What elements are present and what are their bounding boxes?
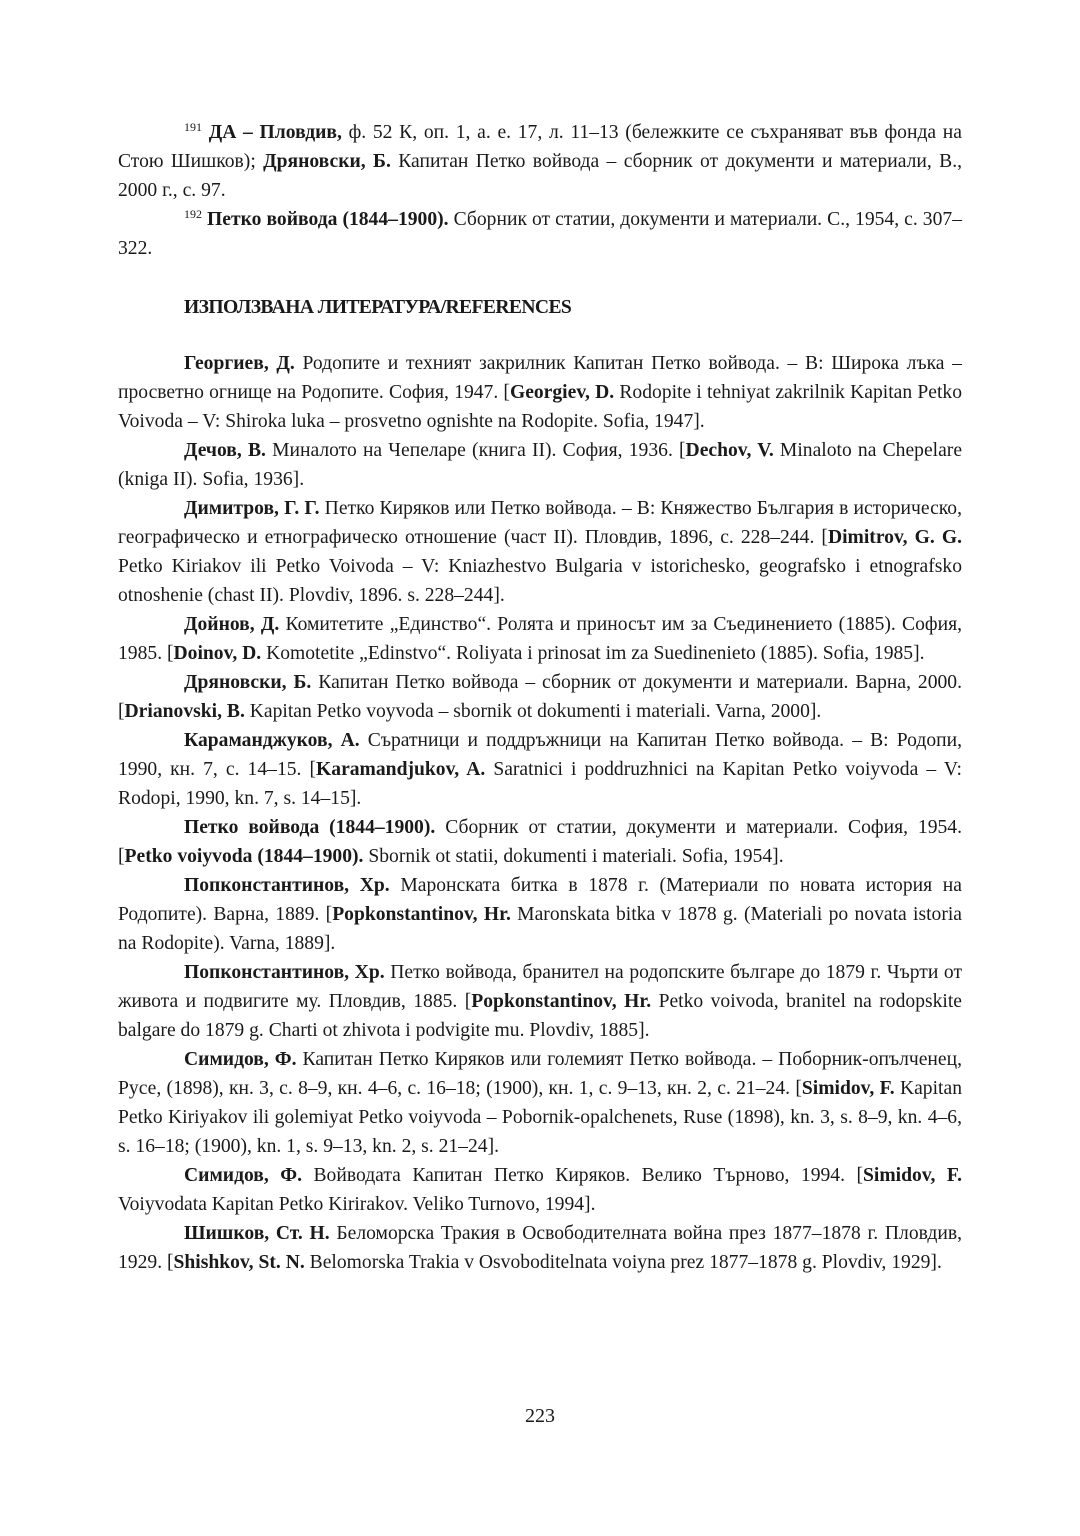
references-list (118, 349, 962, 1277)
footnote-number: 191 (184, 120, 202, 134)
reference-author-latin: Simidov, F. (863, 1165, 962, 1186)
footnote-source: ДА – Пловдив, (208, 122, 342, 143)
reference-text-latin: Minaloto na Chepelare (kniga II). Sofia, 1936]. (118, 440, 963, 490)
reference-author-latin: Georgiev, D. (509, 382, 615, 403)
reference-author: Георгиев, Д. (184, 353, 295, 374)
footnote-192 (118, 205, 962, 263)
reference-author: Дечов, В. (184, 440, 266, 461)
reference-author-latin: Drianovski, B. (124, 701, 245, 722)
reference-text-latin: Petko voivoda, branitel na rodopskite balgare do 1879 g. Charti ot zhivota i podvigite mu. Plovdiv, 1885]. (118, 991, 962, 1041)
reference-text-latin: Petko Kiriakov ili Petko Voivoda – V: Kniazhestvo Bulgaria v istorichesko, geografsko i etnografsko otnoshenie (chast II). Plovdiv, 1896. s. 228–244]. (118, 556, 962, 606)
reference-author-latin: Petko voiyvoda (1844–1900). (124, 846, 364, 867)
reference-entry (118, 436, 962, 494)
reference-text-latin: Belomorska Trakia v Osvoboditelnata voiyna prez 1877–1878 g. Plovdiv, 1929]. (304, 1252, 942, 1273)
page-number: 223 (525, 1405, 555, 1427)
reference-author: Дряновски, Б. (184, 672, 312, 693)
footnote-191 (118, 118, 962, 205)
reference-author: Попконстантинов, Хр. (184, 875, 390, 896)
reference-author-latin: Karamandjukov, A. (316, 759, 486, 780)
references-heading: ИЗПОЛЗВАНА ЛИТЕРАТУРА/REFERENCES (184, 297, 572, 318)
reference-author-latin: Shishkov, St. N. (173, 1252, 305, 1273)
reference-text: Комитетите „Единство“. Ролята и приносът им за Съединението (1885). София, 1985. [ (118, 614, 963, 664)
reference-author-latin: Dimitrov, G. G. (827, 527, 962, 548)
reference-text-latin: Kapitan Petko Kiriyakov ili golemiyat Petko voiyvoda – Pobornik-opalchenets, Ruse (1898), kn. 3, s. 8–9, kn. 4–6, s. 16–18; (1900), kn. 1, s. 9–13, kn. 2, s. 21–24]. (118, 1078, 962, 1157)
footnote-text: Сборник от статии, документи и материали. С., 1954, с. 307–322. (118, 209, 962, 259)
reference-text: Петко Киряков или Петко войвода. – В: Княжество България в историческо, географическо и етнографическо отношение (част II). Пловдив, 1896, с. 228–244. [ (118, 498, 962, 548)
reference-entry (118, 958, 962, 1045)
reference-author: Попконстантинов, Хр. (184, 962, 385, 983)
reference-text: Сборник от статии, документи и материали. София, 1954. [ (118, 817, 962, 867)
reference-text-latin: Kapitan Petko voyvoda – sbornik ot dokumenti i materiali. Varna, 2000]. (244, 701, 822, 722)
reference-entry (118, 349, 962, 436)
reference-author-latin: Popkonstantinov, Hr. (471, 991, 652, 1012)
reference-author: Симидов, Ф. (184, 1049, 297, 1070)
reference-text-latin: Saratnici i poddruzhnici na Kapitan Petko voiyvoda – V: Rodopi, 1990, kn. 7, s. 14–15]. (118, 759, 962, 809)
reference-text: Петко войвода, бранител на родопските българе до 1879 г. Чърти от живота и подвигите му. Пловдив, 1885. [ (118, 962, 963, 1012)
footnotes (118, 118, 962, 263)
reference-entry (118, 1161, 962, 1219)
reference-entry (118, 813, 962, 871)
reference-text: Капитан Петко Киряков или големият Петко войвода. – Поборник-опълченец, Русе, (1898), кн. 3, с. 8–9, кн. 4–6, с. 16–18; (1900), кн. 1, с. 9–13, кн. 2, с. 21–24. [ (118, 1049, 963, 1099)
reference-author: Дойнов, Д. (184, 614, 280, 635)
reference-text: Родопите и техният закрилник Капитан Петко войвода. – В: Широка лъка – просветно огнище на Родопите. София, 1947. [ (118, 353, 962, 403)
reference-author: Димитров, Г. Г. (184, 498, 320, 519)
reference-entry (118, 494, 962, 610)
reference-text: Съратници и поддръжници на Капитан Петко войвода. – В: Родопи, 1990, кн. 7, с. 14–15. [ (118, 730, 963, 780)
reference-text-latin: Sbornik ot statii, dokumenti i materiali. Sofia, 1954]. (363, 846, 784, 867)
reference-entry (118, 610, 962, 668)
reference-text: Маронската битка в 1878 г. (Материали по новата история на Родопите). Варна, 1889. [ (118, 875, 962, 925)
page-body (118, 118, 962, 1277)
reference-entry (118, 1219, 962, 1277)
reference-entry (118, 668, 962, 726)
reference-author-latin: Dechov, V. (685, 440, 774, 461)
reference-entry (118, 871, 962, 958)
footnote-text: ф. 52 К, оп. 1, а. е. 17, л. 11–13 (бележките се съхраняват във фонда на Стою Шишков); (118, 122, 962, 172)
reference-author: Симидов, Ф. (184, 1165, 302, 1186)
footnote-number: 192 (184, 207, 202, 221)
reference-text-latin: Komotetite „Edinstvo“. Roliyata i prinosat im za Suedinenieto (1885). Sofia, 1985]. (261, 643, 925, 664)
reference-entry (118, 1045, 962, 1161)
reference-entry (118, 726, 962, 813)
reference-author-latin: Popkonstantinov, Hr. (332, 904, 511, 925)
reference-author: Петко войвода (1844–1900). (184, 817, 436, 838)
reference-text-latin: Maronskata bitka v 1878 g. (Materiali po novata istoria na Rodopite). Varna, 1889]. (118, 904, 962, 954)
reference-author: Шишков, Ст. Н. (184, 1223, 330, 1244)
reference-text: Беломорска Тракия в Освободителната война през 1877–1878 г. Пловдив, 1929. [ (118, 1223, 962, 1273)
footnote-text: Капитан Петко войвода – сборник от документи и материали, В., 2000 г., с. 97. (118, 151, 963, 201)
footnote-source: Петко войвода (1844–1900). (207, 209, 449, 230)
reference-author: Караманджуков, А. (184, 730, 360, 751)
reference-text-latin: Rodopite i tehniyat zakrilnik Kapitan Petko Voivoda – V: Shiroka luka – prosvetno ognishte na Rodopite. Sofia, 1947]. (118, 382, 962, 432)
footnote-source: Дряновски, Б. (263, 151, 391, 172)
reference-author-latin: Simidov, F. (801, 1078, 895, 1099)
reference-author-latin: Doinov, D. (173, 643, 262, 664)
reference-text: Миналото на Чепеларе (книга II). София, 1936. [ (265, 440, 686, 461)
reference-text-latin: Voiyvodata Kapitan Petko Kirirakov. Veliko Turnovo, 1994]. (118, 1194, 596, 1215)
reference-text: Войводата Капитан Петко Киряков. Велико Търново, 1994. [ (302, 1165, 864, 1186)
reference-text: Капитан Петко войвода – сборник от документи и материали. Варна, 2000. [ (118, 672, 962, 722)
